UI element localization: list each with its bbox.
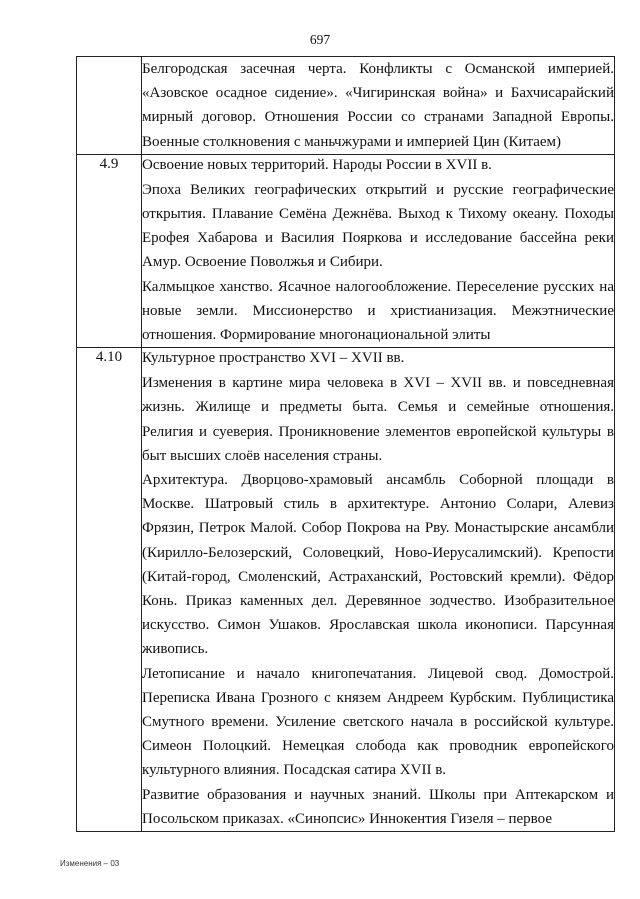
table-row bbox=[77, 154, 615, 347]
section-paragraph: Эпоха Великих географических открытий и русские географические открытия. Плавание Семёна Дежнёва. Выход к Тихому океану. Походы Ерофея Хабарова и Василия Пояркова и исследование бассейна реки Амур. Освоение Поволжья и Сибири. bbox=[142, 181, 614, 271]
table-row bbox=[77, 57, 615, 155]
content-table bbox=[76, 56, 615, 832]
table-row bbox=[77, 348, 615, 832]
section-paragraph: Калмыцкое ханство. Ясачное налогообложение. Переселение русских на новые земли. Миссионерство и христианизация. Межэтнические отношения. Формирование многонациональной элиты bbox=[142, 278, 614, 344]
footer-revision: Изменения – 03 bbox=[60, 859, 120, 868]
section-content bbox=[142, 154, 615, 347]
section-number: 4.10 bbox=[77, 348, 142, 832]
section-number: 4.9 bbox=[77, 154, 142, 347]
section-paragraph: Летописание и начало книгопечатания. Лицевой свод. Домострой. Переписка Ивана Грозного с князем Андреем Курбским. Публицистика Смутного времени. Усиление светского начала в российской культуре. Симеон Полоцкий. Немецкая слобода как проводник европейского культурного влияния. Посадская сатира XVII в. bbox=[142, 665, 614, 779]
section-content bbox=[142, 57, 615, 155]
section-title: Культурное пространство XVI – XVII вв. bbox=[142, 350, 405, 367]
section-title: Освоение новых территорий. Народы России в XVII в. bbox=[142, 156, 492, 173]
section-content bbox=[142, 348, 615, 832]
section-paragraph: Белгородская засечная черта. Конфликты с Османской империей. «Азовское осадное сидение». «Чигиринская война» и Бахчисарайский мирный договор. Отношения России со странами Западной Европы. Военные столкновения с маньчжурами и империей Цин (Китаем) bbox=[142, 61, 614, 150]
section-number bbox=[77, 57, 142, 155]
section-paragraph: Архитектура. Дворцово-храмовый ансамбль Соборной площади в Москве. Шатровый стиль в архитектуре. Антонио Солари, Алевиз Фрязин, Петрок Малой. Собор Покрова на Рву. Монастырские ансамбли (Кирилло-Белозерский, Соловецкий, Ново-Иерусалимский). Крепости (Китай-город, Смоленский, Астраханский, Ростовский кремли). Фёдор Конь. Приказ каменных дел. Деревянное зодчество. Изобразительное искусство. Симон Ушаков. Ярославская школа иконописи. Парсунная живопись. bbox=[142, 472, 614, 658]
section-paragraph: Изменения в картине мира человека в XVI – XVII вв. и повседневная жизнь. Жилище и предметы быта. Семья и семейные отношения. Религия и суеверия. Проникновение элементов европейской культуры в быт высших слоёв населения страны. bbox=[142, 375, 614, 464]
page-number: 697 bbox=[309, 32, 331, 47]
section-paragraph: Развитие образования и научных знаний. Школы при Аптекарском и Посольском приказах. «Синопсис» Иннокентия Гизеля – первое bbox=[142, 786, 614, 827]
